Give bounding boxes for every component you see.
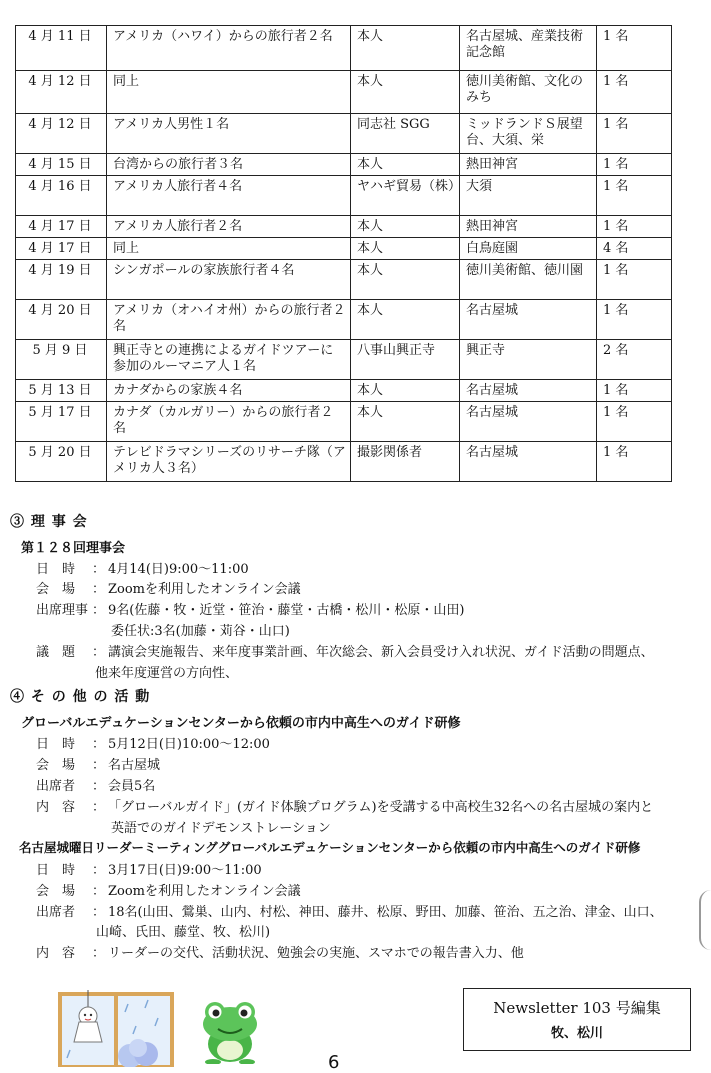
- place-cell: 名古屋城、産業技術記念館: [460, 26, 597, 71]
- board-agenda-cont: 他来年度運営の方向性、: [95, 666, 239, 681]
- guides-cell: 1 名: [597, 154, 672, 176]
- date-cell: 4 月 15 日: [16, 154, 107, 176]
- guides-cell: 1 名: [597, 114, 672, 154]
- table-row: [16, 26, 672, 71]
- board-agenda: 議 題 ： 講演会実施報告、来年度事業計画、年次総会、新入会員受け入れ状況、ガイド活動の問題点、: [36, 645, 654, 660]
- table-row: [16, 238, 672, 260]
- event1-date: 日 時 ： 5月12日(日)10:00～12:00: [36, 737, 270, 752]
- date-cell: 4 月 17 日: [16, 216, 107, 238]
- frog-illustration: [196, 1000, 264, 1064]
- requester-cell: 本人: [351, 154, 460, 176]
- guides-cell: 1 名: [597, 260, 672, 300]
- date-cell: 4 月 19 日: [16, 260, 107, 300]
- guides-cell: 2 名: [597, 340, 672, 380]
- board-venue: 会 場 ： Zoomを利用したオンライン会議: [36, 582, 301, 597]
- place-cell: 熱田神宮: [460, 154, 597, 176]
- table-row: [16, 154, 672, 176]
- event2-content: 内 容 ： リーダーの交代、活動状況、勉強会の実施、スマホでの報告書入力、他: [36, 946, 524, 961]
- table-row: [16, 380, 672, 402]
- place-cell: 名古屋城: [460, 300, 597, 340]
- guides-cell: 1 名: [597, 71, 672, 114]
- guides-cell: 1 名: [597, 26, 672, 71]
- guests-cell: アメリカ（ハワイ）からの旅行者２名: [107, 26, 351, 71]
- date-cell: 4 月 20 日: [16, 300, 107, 340]
- date-cell: 4 月 12 日: [16, 71, 107, 114]
- requester-cell: 撮影関係者: [351, 442, 460, 482]
- guides-cell: 1 名: [597, 442, 672, 482]
- requester-cell: 本人: [351, 380, 460, 402]
- guides-cell: 1 名: [597, 216, 672, 238]
- place-cell: ミッドランドＳ展望台、大須、栄: [460, 114, 597, 154]
- guests-cell: シンガポールの家族旅行者４名: [107, 260, 351, 300]
- date-cell: 4 月 11 日: [16, 26, 107, 71]
- newsletter-title: Newsletter 103 号編集: [493, 999, 661, 1017]
- event1-content: 内 容 ： 「グローバルガイド」(ガイド体験プログラム)を受講する中高校生32名への名古屋城の案内と: [36, 800, 654, 815]
- place-cell: 名古屋城: [460, 380, 597, 402]
- page-number: 6: [328, 1052, 340, 1073]
- event2-attendees-cont: 山崎、氏田、藤堂、牧、松川): [96, 925, 271, 940]
- event2-attendees: 出席者 ： 18名(山田、鶯巣、山内、村松、神田、藤井、松原、野田、加藤、笹治、五之治、津金、山口、: [36, 905, 663, 920]
- board-heading: ③ 理 事 会: [10, 514, 88, 530]
- guests-cell: 興正寺との連携によるガイドツアーに参加のルーマニア人１名: [107, 340, 351, 380]
- rainy-window-illustration: [58, 990, 178, 1067]
- guides-cell: 1 名: [597, 300, 672, 340]
- newsletter-editors-box: [463, 988, 691, 1051]
- board-proxy: 委任状:3名(加藤・苅谷・山口): [111, 624, 290, 639]
- date-cell: 4 月 12 日: [16, 114, 107, 154]
- guides-cell: 4 名: [597, 238, 672, 260]
- guests-cell: 同上: [107, 71, 351, 114]
- event2-venue: 会 場 ： Zoomを利用したオンライン会議: [36, 884, 301, 899]
- date-cell: 5 月 17 日: [16, 402, 107, 442]
- requester-cell: 本人: [351, 402, 460, 442]
- place-cell: 大須: [460, 176, 597, 216]
- guests-cell: 台湾からの旅行者３名: [107, 154, 351, 176]
- table-row: [16, 216, 672, 238]
- guides-cell: 1 名: [597, 402, 672, 442]
- guests-cell: アメリカ人男性１名: [107, 114, 351, 154]
- requester-cell: 本人: [351, 260, 460, 300]
- requester-cell: 本人: [351, 238, 460, 260]
- requester-cell: 本人: [351, 216, 460, 238]
- place-cell: 名古屋城: [460, 402, 597, 442]
- date-cell: 5 月 9 日: [16, 340, 107, 380]
- guides-cell: 1 名: [597, 176, 672, 216]
- guests-cell: テレビドラマシリーズのリサーチ隊（アメリカ人３名）: [107, 442, 351, 482]
- table-row: [16, 402, 672, 442]
- date-cell: 4 月 16 日: [16, 176, 107, 216]
- requester-cell: 本人: [351, 300, 460, 340]
- event2-title: 名古屋城曜日リーダーミーティンググローバルエデュケーションセンターから依頼の市内中高生へのガイド研修: [19, 840, 641, 855]
- event1-title: グローバルエデュケーションセンターから依頼の市内中高生へのガイド研修: [21, 716, 461, 731]
- guests-cell: カナダからの家族４名: [107, 380, 351, 402]
- date-cell: 5 月 20 日: [16, 442, 107, 482]
- place-cell: 興正寺: [460, 340, 597, 380]
- guests-cell: 同上: [107, 238, 351, 260]
- guides-cell: 1 名: [597, 380, 672, 402]
- editors: 牧、松川: [550, 1026, 603, 1041]
- place-cell: 熱田神宮: [460, 216, 597, 238]
- guests-cell: アメリカ人旅行者２名: [107, 216, 351, 238]
- requester-cell: 八事山興正寺: [351, 340, 460, 380]
- place-cell: 白鳥庭園: [460, 238, 597, 260]
- guests-cell: アメリカ（オハイオ州）からの旅行者２名: [107, 300, 351, 340]
- event2-date: 日 時 ： 3月17日(日)9:00～11:00: [36, 863, 262, 878]
- event1-attendees: 出席者 ： 会員5名: [36, 779, 156, 794]
- place-cell: 徳川美術館、文化のみち: [460, 71, 597, 114]
- table-row: [16, 300, 672, 340]
- requester-cell: 本人: [351, 26, 460, 71]
- date-cell: 4 月 17 日: [16, 238, 107, 260]
- date-cell: 5 月 13 日: [16, 380, 107, 402]
- page-curl-decoration: [699, 890, 711, 950]
- guests-cell: カナダ（カルガリー）からの旅行者２名: [107, 402, 351, 442]
- place-cell: 徳川美術館、徳川園: [460, 260, 597, 300]
- guests-cell: アメリカ人旅行者４名: [107, 176, 351, 216]
- board-date: 日 時 ： 4月14(日)9:00～11:00: [36, 562, 249, 577]
- table-row: [16, 114, 672, 154]
- event1-content-cont: 英語でのガイドデモンストレーション: [111, 821, 331, 836]
- guide-activity-table: [15, 25, 672, 482]
- table-row: [16, 71, 672, 114]
- event1-venue: 会 場 ： 名古屋城: [36, 758, 161, 773]
- table-row: [16, 176, 672, 216]
- other-activities-heading: ④ そ の 他 の 活 動: [10, 689, 151, 705]
- place-cell: 名古屋城: [460, 442, 597, 482]
- requester-cell: ヤハギ貿易（株）: [351, 176, 460, 216]
- table-row: [16, 260, 672, 300]
- table-row: [16, 340, 672, 380]
- requester-cell: 本人: [351, 71, 460, 114]
- board-attendees: 出席理事 ： 9名(佐藤・牧・近堂・笹治・藤堂・古橋・松川・松原・山田): [36, 603, 465, 618]
- requester-cell: 同志社 SGG: [351, 114, 460, 154]
- table-row: [16, 442, 672, 482]
- board-meeting-title: 第１２８回理事会: [21, 541, 126, 556]
